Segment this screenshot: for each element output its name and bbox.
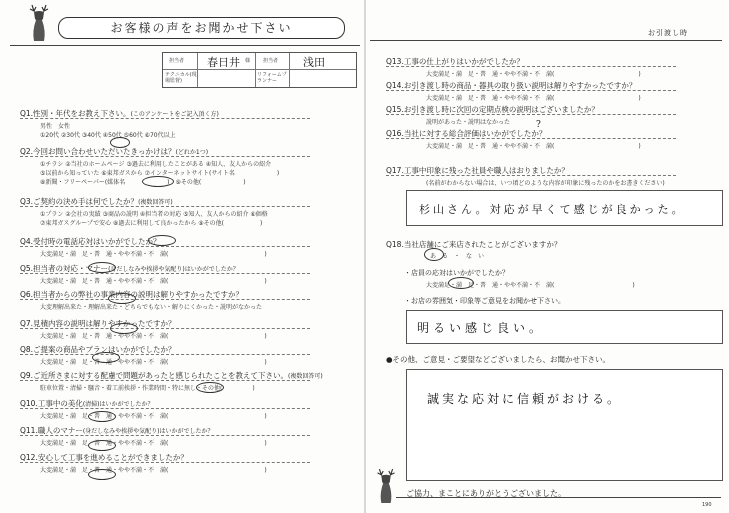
question-underline: [20, 408, 310, 409]
answer-options: 大変満足・満 足・普 通・やや不満・不 満( ): [40, 440, 267, 447]
q15-mark: ?: [536, 120, 541, 130]
staff-table: [162, 52, 357, 88]
answer-options: ①20代 ②30代 ③40代 ④50代 ⑤60代 ⑥70代以上: [40, 132, 176, 139]
answer-circle: [424, 248, 444, 261]
answer-circle: [148, 235, 176, 246]
question-underline: [20, 206, 310, 207]
question-text: Q16.当社に対する総合評価はいかがでしたか？: [386, 129, 547, 138]
answer-circle: [88, 411, 116, 422]
other-question: ●その他、ご意見・ご要望などございましたら、お聞かせ下さい。: [386, 355, 611, 364]
question-underline: [386, 90, 676, 91]
q18-options: あ る ・ な い: [430, 253, 485, 260]
right-title: お引渡し時: [648, 29, 688, 37]
tech-label: テクニカル(現場監督): [165, 72, 197, 84]
q18-answer-box: [406, 310, 723, 344]
header-rule: [10, 45, 360, 46]
sales-value: 春日井: [207, 56, 240, 69]
deer-logo-icon: [22, 3, 56, 43]
q18-sub1: ・店員の応対はいかがでしたか？: [404, 269, 509, 277]
answer-circle: [142, 176, 174, 187]
question-text: Q1.性別・年代をお教え下さい。: [20, 109, 131, 118]
answer-circle: [88, 440, 116, 451]
answer-circle: [92, 352, 120, 363]
question-text: Q11.職人のマナー: [20, 426, 83, 435]
right-page: [366, 0, 729, 513]
question-text: Q9.ご近所さまに対する配慮で問題があったと感じられたことを教えて下さい。: [20, 371, 288, 380]
question-text: Q5.担当者の対応・マナー: [20, 264, 109, 273]
question-text: Q2.今回お問い合わせいただいたきっかけは？: [20, 147, 176, 156]
question-text: Q14.お引き渡し時の商品・器具の取り扱い説明は解りやすかったですか？: [386, 81, 637, 90]
answer-circle: [110, 137, 130, 148]
question-text: Q13.工事の仕上がりはいかがでしたか？: [386, 57, 524, 66]
sales-suffix: 様: [245, 58, 251, 64]
question-note: (身だしなみや挨拶や気配り)はいかがでしたか？: [108, 266, 239, 273]
answer-options: ①プラン ②会社の実績 ③商品の説明 ④担当者の対応 ⑤知人、友人からの紹介 ⑥価格: [40, 211, 268, 218]
deer-logo-icon: [370, 466, 402, 506]
q18-question: Q18.当社店舗にご来店されたことがございますか？: [386, 240, 562, 249]
builder-value: 浅田: [303, 56, 325, 69]
answer-options: 男性 女性: [40, 123, 71, 130]
answer-circle: [110, 323, 138, 334]
answer-options: 大変満足・満 足・普 通・やや不満・不 満( ): [426, 95, 641, 102]
q18-sub1-options: 大変満足・満 足・普 通・やや不満・不 満( ): [426, 282, 635, 289]
page-number: 190: [702, 502, 712, 508]
answer-options: ⑤以前から知っていた ⑥東邦ガスから ⑦インターネットサイト(サイト名 ): [40, 170, 280, 177]
answer-options: ⑦東邦ガスグループで安心 ⑧過去に利用して良かったから ⑨その他( ): [40, 220, 263, 227]
question-underline: [20, 118, 310, 119]
question-underline: [386, 175, 676, 176]
question-text: Q15.お引き渡し時に次回の定期点検の説明はございましたか？: [386, 105, 599, 114]
page-title: お客様の声をお聞かせ下さい: [58, 17, 345, 39]
question-underline: [20, 328, 310, 329]
answer-options: 大変満足・満 足・普 通・やや不満・不 満( ): [426, 143, 641, 150]
builder-label: 担当者: [263, 58, 279, 64]
question-note: (複数回答可): [138, 199, 173, 206]
question-note: (身だしなみや挨拶や気配り)はいかがでしたか？: [82, 428, 214, 435]
answer-options: 大変満足・満 足・普 通・やや不満・不 満( ): [40, 333, 267, 340]
answer-options: 大変理解出来た・理解出来た・どちらでもない・解りにくかった・説明がなかった: [40, 304, 262, 311]
question-note: (どれか1つ): [175, 149, 209, 156]
footer-thanks: ご協力、まことにありがとうございました。: [406, 489, 566, 498]
q18-sub2: ・お店の雰囲気・印象等ご意見をお聞かせ下さい。: [404, 297, 565, 305]
question-text: Q6.担当者からの弊社の事業内容の説明は解りやすかったですか？: [20, 290, 244, 299]
answer-options: ①チラシ ②当社のホームページ ③過去に利用したことがある ④知人、友人からの紹介: [40, 161, 272, 168]
sales-label: 担当者: [169, 58, 185, 64]
question-underline: [20, 380, 310, 381]
q18-answer: 明るい感じ良い。: [417, 321, 546, 335]
question-underline: [20, 246, 310, 247]
question-underline: [386, 114, 676, 115]
answer-options: 大変満足・満 足・普 通・やや不満・不 満( ): [426, 71, 641, 78]
question-underline: [20, 156, 310, 157]
question-underline: [20, 299, 310, 300]
reform-label: リフォームプランナー: [257, 72, 287, 84]
answer-options: 大変満足・満 足・普 通・やや不満・不 満( ): [40, 359, 267, 366]
answer-options: (名前がわからない場合は、いつ頃どのような内容が印象に残ったのかをお書きください): [426, 180, 665, 187]
answer-options: 大変満足・満 足・普 通・やや不満・不 満( ): [40, 467, 267, 474]
question-underline: [20, 435, 310, 436]
answer-options: 説明があった・説明はなかった: [426, 119, 510, 126]
question-text: Q10.工事中の美化: [20, 399, 83, 408]
answer-circle: [108, 293, 136, 304]
question-underline: [20, 354, 310, 355]
question-underline: [386, 138, 676, 139]
answer-circle: [196, 382, 224, 393]
answer-options: 大変満足・満 足・普 通・やや不満・不 満( ): [40, 278, 267, 285]
left-page: [0, 0, 364, 513]
question-text: Q17.工事中印象に残った社員や職人はおりましたか？: [386, 166, 569, 175]
answer-options: 大変満足・満 足・普 通・やや不満・不 満( ): [40, 413, 267, 420]
header-rule: [370, 40, 722, 41]
question-text: Q12.安心して工事を進めることができましたか？: [20, 453, 188, 462]
question-note: (複数回答可): [287, 373, 323, 380]
q17-answer: 杉山さん。対応が早くて感じが良かった。: [419, 203, 686, 216]
question-underline: [20, 462, 310, 463]
question-text: Q3.ご契約の決め手は何でしたか？: [20, 197, 139, 206]
other-answer-box: [406, 369, 723, 481]
answer-circle: [88, 469, 116, 480]
q17-answer-box: [406, 190, 723, 226]
question-note: (このアンケートをご記入頂く方): [130, 111, 219, 118]
question-text: Q8.ご提案の商品やプランはいかがでしたか？: [20, 345, 176, 354]
answer-circle: [88, 262, 116, 273]
answer-options: 駐車位置・清掃・騒音・着工前挨拶・作業時間・特に無し・その他( ): [40, 385, 255, 392]
answer-options: 大変満足・満 足・普 通・やや不満・不 満( ): [40, 251, 267, 258]
question-underline: [386, 66, 676, 67]
question-text: Q7.見積内容の説明は解りやすかったですか？: [20, 319, 176, 328]
other-answer: 誠実な応対に信頼がおける。: [427, 392, 623, 406]
answer-options: ⑧新聞・フリーペーパー(媒体名 ) ⑨その他( ): [40, 179, 246, 186]
question-text: Q4.受付時の電話応対はいかがでしたか？: [20, 237, 161, 246]
answer-circle: [448, 277, 474, 289]
question-underline: [20, 273, 310, 274]
question-note: (清掃)はいかがでしたか？: [82, 401, 154, 408]
